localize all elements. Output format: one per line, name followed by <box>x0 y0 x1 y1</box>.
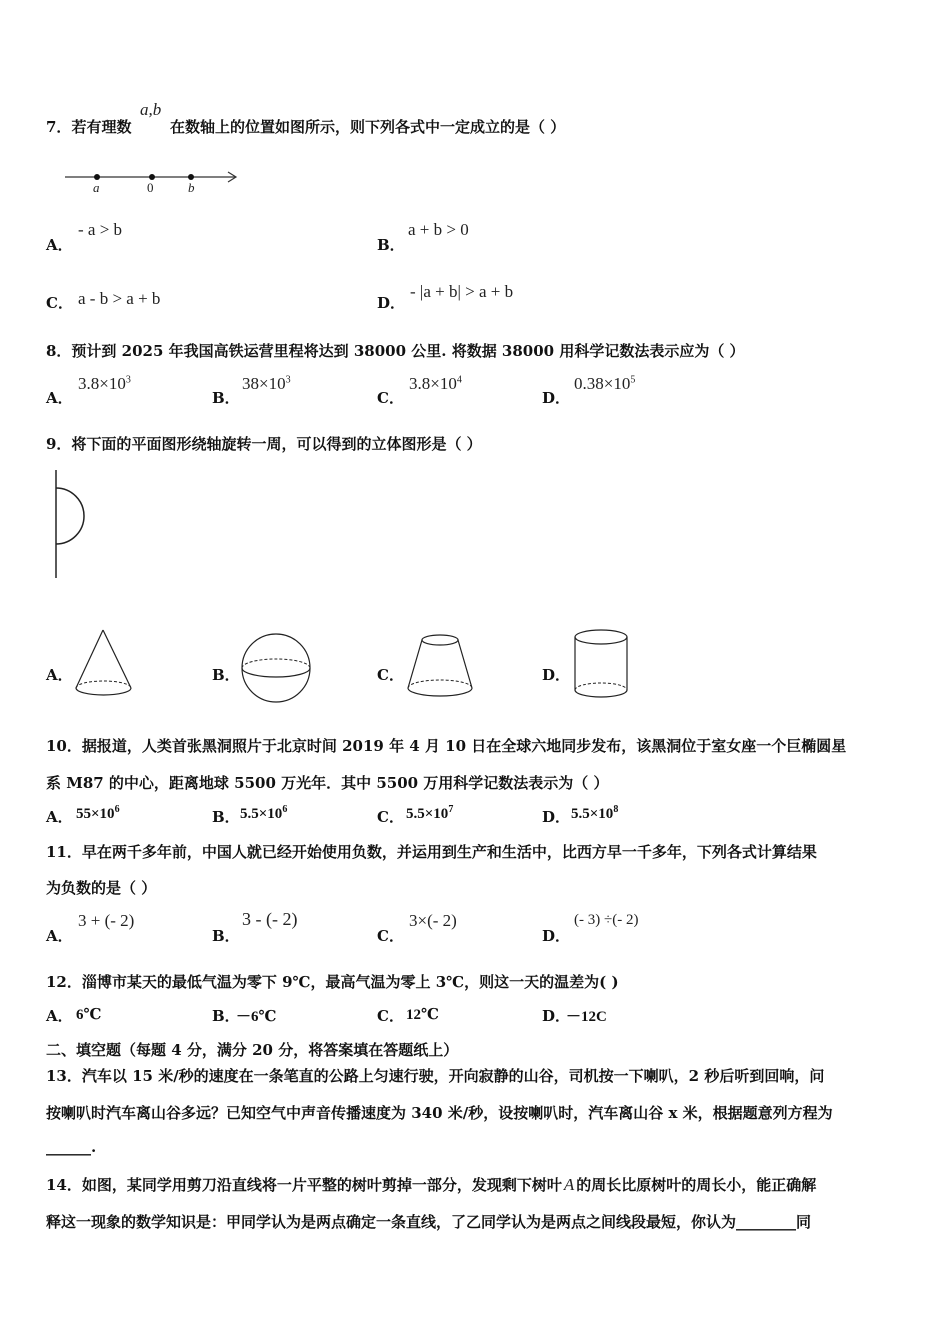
q8-option-a-label: A． <box>46 389 73 407</box>
q11-option-b-label: B． <box>212 927 240 945</box>
q11-stem-line2: 为负数的是（ ） <box>46 879 157 897</box>
q14-stem-line2: 释这一现象的数学知识是：甲同学认为是两点确定一条直线，了乙同学认为是两点之间线段最短，你认为________同 <box>46 1213 812 1231</box>
q7-option-b-expr: a + b > 0 <box>408 220 469 239</box>
q9-option-c-label: C． <box>377 666 404 684</box>
q10-option-a-label: A． <box>46 808 73 826</box>
q7-option-a-label: A． <box>46 236 73 254</box>
q10-option-c-label: C． <box>377 808 404 826</box>
q12-option-c-value: 12℃ <box>406 1007 439 1023</box>
cone-figure <box>72 628 138 700</box>
q8-option-b-expr: $38\times 10^3$ <box>242 374 291 393</box>
section-2-heading: 二、填空题（每题 4 分，满分 20 分，将答案填在答题纸上） <box>46 1041 459 1059</box>
q7-option-a-expr: - a > b <box>78 220 123 239</box>
q7-option-d-label: D． <box>377 294 406 312</box>
q11-option-c-expr: 3×(- 2) <box>409 911 457 930</box>
q12-option-b-label: B． <box>212 1007 240 1025</box>
q13-stem-line1: 13．汽车以 15 米/秒的速度在一条笔直的公路上匀速行驶，开向寂静的山谷，司机按一下喇叭，2 秒后听到回响，问 <box>46 1067 825 1085</box>
q11-option-d-label: D． <box>542 927 571 945</box>
q11-option-a-expr: 3 + (- 2) <box>78 911 135 930</box>
q10-option-b-label: B． <box>212 808 240 826</box>
q10-option-c-expr: $5.5\times 10^7$ <box>406 804 454 822</box>
q10-option-b-expr: $5.5\times 10^6$ <box>240 804 288 822</box>
q7-option-b-label: B． <box>377 236 405 254</box>
q9-stem: 9．将下面的平面图形绕轴旋转一周，可以得到的立体图形是（ ） <box>46 435 482 453</box>
q10-option-d-label: D． <box>542 808 571 826</box>
semicircle-axis-figure <box>50 468 90 583</box>
q7-option-d-expr: - |a + b| > a + b <box>410 282 514 301</box>
q12-option-d-label: D． <box>542 1007 571 1025</box>
q7-option-c-expr: a - b > a + b <box>78 289 161 308</box>
q9-option-d-label: D． <box>542 666 571 684</box>
q11-option-a-label: A． <box>46 927 73 945</box>
q10-stem-line2: 系 M87 的中心，距离地球 5500 万光年．其中 5500 万用科学记数法表示为（ ） <box>46 774 609 792</box>
q9-option-b-label: B． <box>212 666 240 684</box>
q8-option-a-expr: $3.8\times 10^3$ <box>78 374 131 393</box>
axis-label-zero: 0 <box>147 180 154 195</box>
q12-option-d-value: －12C <box>566 1009 607 1025</box>
q9-option-a-label: A． <box>46 666 73 684</box>
q7-option-c-label: C． <box>46 294 73 312</box>
q13-answer-blank: ______. <box>46 1138 97 1156</box>
q10-stem-line1: 10．据报道，人类首张黑洞照片于北京时间 2019 年 4 月 10 日在全球六地同步发布，该黑洞位于室女座一个巨椭圆星 <box>46 737 847 755</box>
q8-option-c-label: C． <box>377 389 404 407</box>
q8-option-d-label: D． <box>542 389 571 407</box>
q12-option-c-label: C． <box>377 1007 404 1025</box>
q7-stem: 7．若有理数 <box>46 118 132 136</box>
cylinder-figure <box>572 628 634 704</box>
q7-vars: a,b <box>140 100 162 119</box>
q8-option-c-expr: $3.8\times 10^4$ <box>409 374 462 393</box>
q11-stem-line1: 11．早在两千多年前，中国人就已经开始使用负数，并运用到生产和生活中，比西方早一千多年，下列各式计算结果 <box>46 843 817 861</box>
q14-stem-line1: 14．如图，某同学用剪刀沿直线将一片平整的树叶剪掉一部分，发现剩下树叶 A 的周长比原树叶的周长小，能正确解 <box>46 1175 817 1194</box>
sphere-figure <box>240 632 314 706</box>
frustum-figure <box>404 632 478 704</box>
axis-label-a: a <box>93 180 100 195</box>
q11-option-c-label: C． <box>377 927 404 945</box>
q12-option-a-value: 6℃ <box>76 1007 102 1023</box>
q11-option-d-expr: (- 3) ÷(- 2) <box>574 912 639 928</box>
q12-stem: 12．淄博市某天的最低气温为零下 9℃，最高气温为零上 3℃，则这一天的温差为( ) <box>46 973 619 991</box>
q8-option-d-expr: $0.38\times 10^5$ <box>574 374 636 393</box>
axis-label-b: b <box>188 180 195 195</box>
q8-stem: 8．预计到 2025 年我国高铁运营里程将达到 38000 公里. 将数据 38000 用科学记数法表示应为（ ） <box>46 342 745 360</box>
q8-option-b-label: B． <box>212 389 240 407</box>
q11-option-b-expr: 3 - (- 2) <box>242 909 298 929</box>
q10-option-a-expr: $55\times 10^6$ <box>76 804 120 822</box>
q12-option-a-label: A． <box>46 1007 73 1025</box>
q12-option-b-value: －6℃ <box>236 1009 277 1025</box>
q7-stem-post: 在数轴上的位置如图所示，则下列各式中一定成立的是（ ） <box>170 118 566 136</box>
q10-option-d-expr: $5.5\times 10^8$ <box>571 804 619 822</box>
q13-stem-line2: 按喇叭时汽车离山谷多远？已知空气中声音传播速度为 340 米/秒，设按喇叭时，汽车离山谷 x 米，根据题意列方程为 <box>46 1104 833 1122</box>
